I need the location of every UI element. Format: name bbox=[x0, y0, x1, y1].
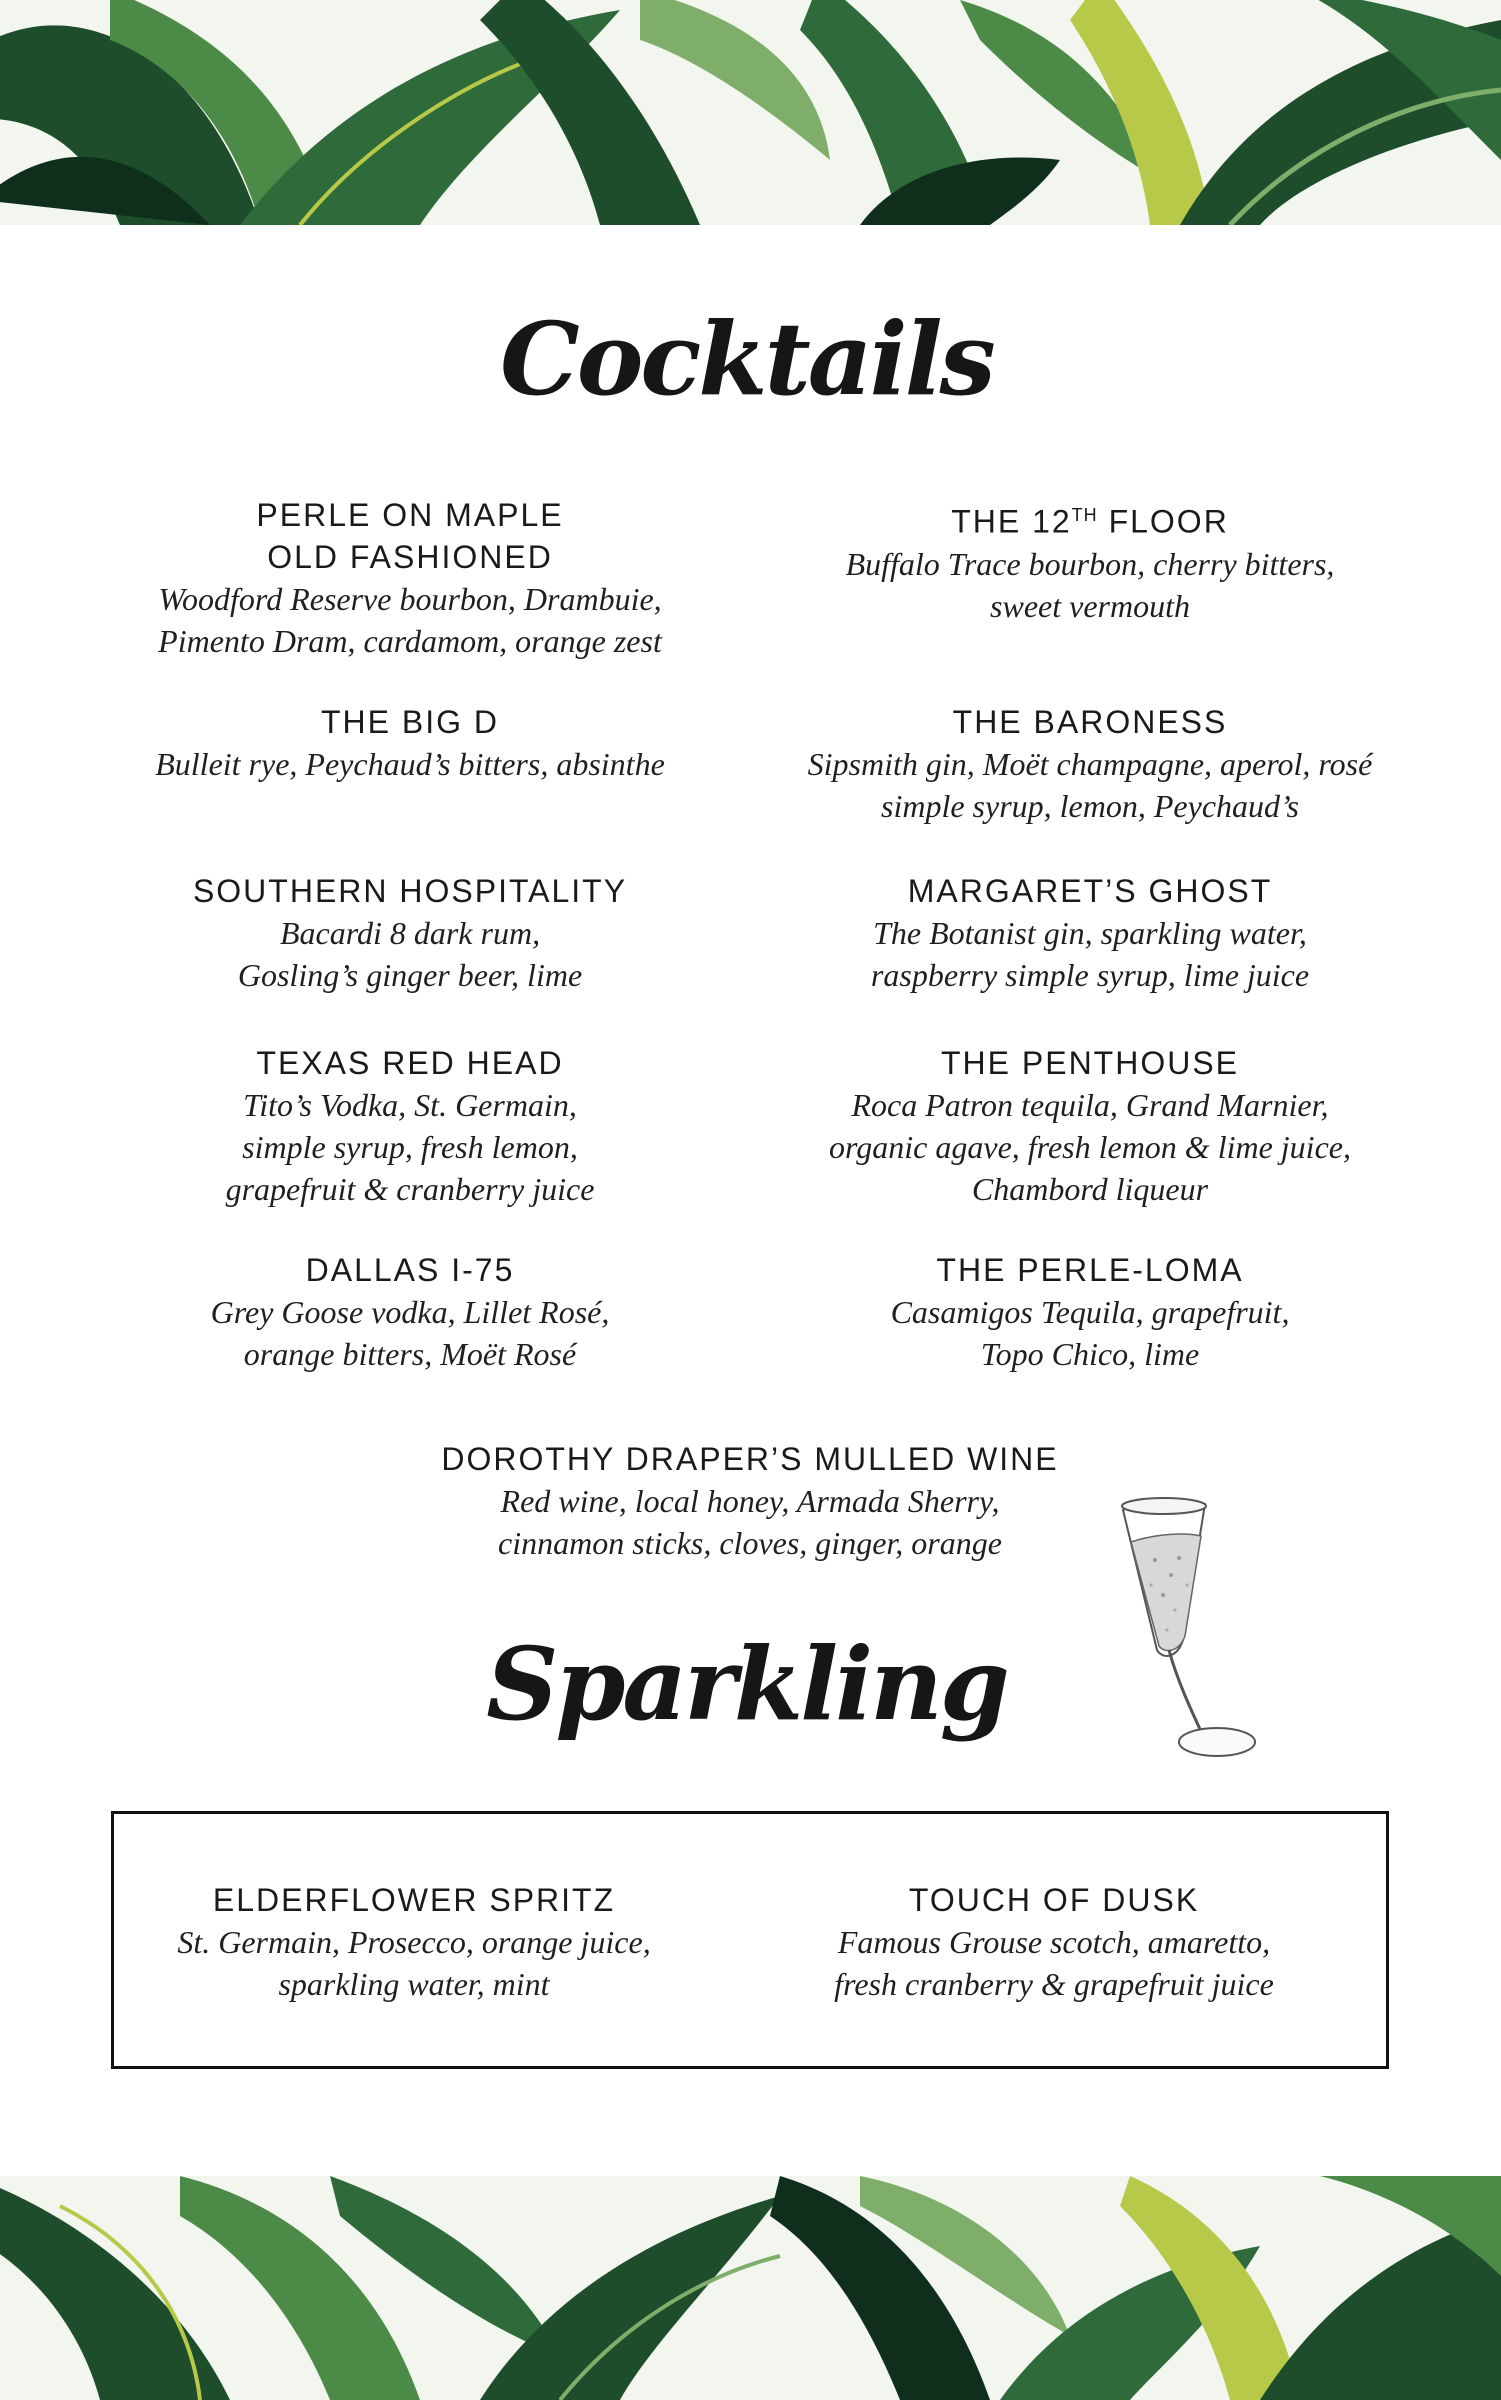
drink-description: Tito’s Vodka, St. Germain, simple syrup, fresh lemon, grapefruit & cranberry juice bbox=[225, 1087, 595, 1207]
menu-item bbox=[55, 1249, 765, 1375]
cocktails-heading: Cocktails bbox=[500, 300, 993, 418]
drink-description: Bulleit rye, Peychaud’s bitters, absinthe bbox=[155, 746, 665, 782]
drink-name: DOROTHY DRAPER’S MULLED WINE bbox=[441, 1441, 1059, 1477]
drink-description: Sipsmith gin, Moët champagne, aperol, rosé simple syrup, lemon, Peychaud’s bbox=[807, 746, 1373, 824]
drink-name: TEXAS RED HEAD bbox=[256, 1045, 564, 1081]
drink-name: ELDERFLOWER SPRITZ bbox=[212, 1882, 616, 1918]
drink-description: St. Germain, Prosecco, orange juice, sparkling water, mint bbox=[177, 1924, 651, 2002]
drink-description: Casamigos Tequila, grapefruit, Topo Chico, lime bbox=[890, 1294, 1290, 1372]
menu-item bbox=[734, 1879, 1374, 2005]
drink-description: The Botanist gin, sparkling water, raspberry simple syrup, lime juice bbox=[870, 915, 1310, 993]
drink-description: Grey Goose vodka, Lillet Rosé, orange bitters, Moët Rosé bbox=[210, 1294, 610, 1372]
drink-name: THE 12TH FLOOR bbox=[951, 503, 1229, 540]
drink-description: Roca Patron tequila, Grand Marnier, organic agave, fresh lemon & lime juice, Chambord liqueur bbox=[829, 1087, 1351, 1207]
menu-item bbox=[55, 1042, 765, 1210]
menu-item bbox=[735, 1249, 1445, 1375]
menu-item bbox=[55, 701, 765, 785]
drink-name: THE PERLE-LOMA bbox=[936, 1252, 1244, 1288]
menu-item bbox=[735, 701, 1445, 827]
drink-description: Woodford Reserve bourbon, Drambuie, Pimento Dram, cardamom, orange zest bbox=[158, 581, 662, 659]
drink-name: DALLAS I-75 bbox=[305, 1252, 515, 1288]
drink-name: THE BARONESS bbox=[952, 704, 1228, 740]
drink-name: TOUCH OF DUSK bbox=[908, 1882, 1200, 1918]
menu-item bbox=[55, 870, 765, 996]
sparkling-section-frame bbox=[111, 1811, 1389, 2069]
bottom-leaf-banner bbox=[0, 2176, 1501, 2400]
sparkling-heading: Sparkling bbox=[486, 1625, 1007, 1743]
menu-item bbox=[55, 494, 765, 662]
drink-name: MARGARET’S GHOST bbox=[907, 873, 1273, 909]
menu-item bbox=[735, 1042, 1445, 1210]
palm-leaves-bottom-image bbox=[0, 2176, 1501, 2400]
menu-item bbox=[350, 1438, 1150, 1564]
menu-item bbox=[735, 494, 1445, 627]
menu-item bbox=[735, 870, 1445, 996]
drink-description: Famous Grouse scotch, amaretto, fresh cranberry & grapefruit juice bbox=[834, 1924, 1274, 2002]
drink-description: Red wine, local honey, Armada Sherry, cinnamon sticks, cloves, ginger, orange bbox=[498, 1483, 1002, 1561]
drink-name: THE BIG D bbox=[320, 704, 499, 740]
drink-description: Bacardi 8 dark rum, Gosling’s ginger beer, lime bbox=[237, 915, 583, 993]
palm-leaves-top-image bbox=[0, 0, 1501, 225]
drink-name: SOUTHERN HOSPITALITY bbox=[192, 873, 628, 909]
drink-name: PERLE ON MAPLE OLD FASHIONED bbox=[256, 497, 564, 575]
top-leaf-banner bbox=[0, 0, 1501, 225]
drink-name: THE PENTHOUSE bbox=[940, 1045, 1240, 1081]
drink-description: Buffalo Trace bourbon, cherry bitters, sweet vermouth bbox=[845, 545, 1335, 624]
menu-item bbox=[114, 1879, 714, 2005]
